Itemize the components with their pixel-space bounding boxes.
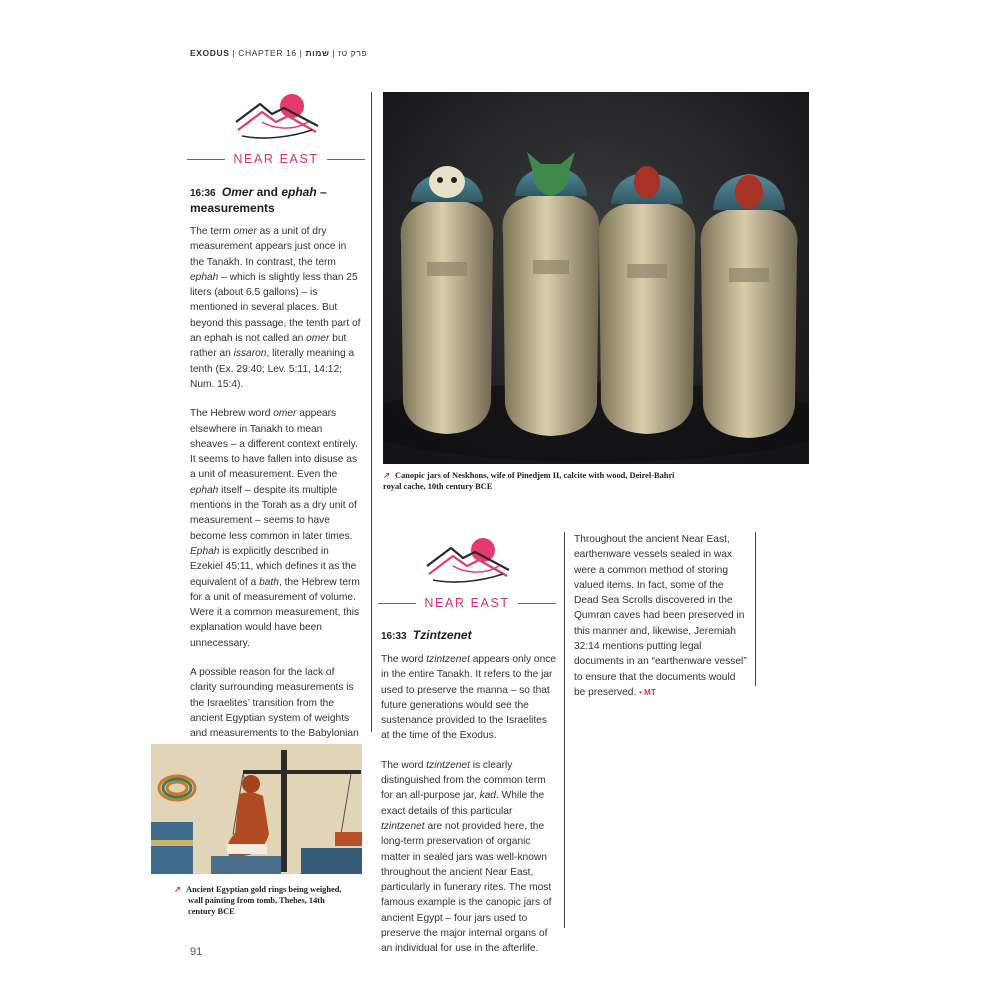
sidebar-right-body <box>574 532 748 714</box>
heading-term: Tzintzenet <box>412 628 472 642</box>
heading-term-2: ephah <box>281 185 317 199</box>
header-chapter: CHAPTER 16 <box>238 48 297 58</box>
header-book: EXODUS <box>190 48 230 58</box>
paragraph-1: The word tzintzenet appears only once in the entire Tanakh. It refers to the jar used to preserve the manna – so that future generations would see the sustenance provided to the Israelites at the time of the Exodus. <box>381 654 556 742</box>
section-label-near-east <box>381 596 553 610</box>
arrow-up-right-icon: ↗ <box>174 885 182 894</box>
paragraph-1: The term omer as a unit of dry measurement appears just once in the Tanakh. In contrast, the term ephah – which is slightly less than 25 liters (about 6.5 gallons) – is mentioned in several places. But beyond this passage, the tenth part of an ephah is not called an omer but rather an issaron, literally meaning a tenth (Ex. 29:40; Lev. 5:11, 14:12; Num. 15:4). <box>190 226 361 390</box>
header-hebrew-chapter: פרק טז <box>338 48 368 58</box>
sidebar-middle-body <box>381 652 557 971</box>
near-east-sun-mountains-icon <box>423 536 513 588</box>
section-label-near-east <box>190 152 362 166</box>
wall-painting-photo <box>151 744 362 874</box>
sidebar-heading <box>381 628 553 644</box>
label-rule-right <box>327 159 365 160</box>
heading-term-1: Omer <box>221 185 254 199</box>
section-label-text: NEAR EAST <box>424 596 510 610</box>
heading-and: and <box>256 185 278 199</box>
column-divider-left <box>371 92 372 732</box>
arrow-up-right-icon: ↗ <box>383 471 391 480</box>
verse-ref: 16:33 <box>381 631 407 642</box>
sidebar-heading <box>190 185 362 216</box>
paragraph-2: The word tzintzenet is clearly distinguished from the common term for an all-purpose jar, kad. While the exact details of this particular tzintzenet are not provided here, the long-term preservation of organic matter in sealed jars was well-known throughout the ancient Near East, particularly in funerary rites. The most famous example is the canopic jars of ancient Egypt – four jars used to preserve the major internal organs of an individual for use in the afterlife. <box>381 759 552 955</box>
label-rule-left <box>378 603 416 604</box>
canopic-jars-photo <box>383 92 809 464</box>
verse-ref: 16:36 <box>190 188 216 199</box>
author-signature: • MT <box>639 687 656 697</box>
label-rule-left <box>187 159 225 160</box>
caption-canopic-jars: ↗ Canopic jars of Neskhons, wife of Pinedjem II, calcite with wood, Deirel-Bahri royal cache, 10th century BCE <box>383 471 675 491</box>
near-east-sun-mountains-icon <box>232 92 322 144</box>
column-divider-right <box>755 532 756 686</box>
label-rule-right <box>518 603 556 604</box>
running-header: EXODUS | CHAPTER 16 | פרק טז | שמות <box>190 48 368 58</box>
section-label-text: NEAR EAST <box>233 152 319 166</box>
caption-wall-painting: ↗ Ancient Egyptian gold rings being weighed, wall painting from tomb, Thebes, 14th century BCE <box>174 885 342 916</box>
paragraph-2: The Hebrew word omer appears elsewhere in Tanakh to mean sheaves – a different context entirely. It seems to have fallen into disuse as a unit of measurement. Even the ephah itself – despite its multiple mentions in the Torah as a dry unit of measurement – seems to have become less common in later times. Ephah is explicitly described in Ezekiel 45:11, which defines it as the equivalent of a bath, the Hebrew term for a unit of measurement of volume. Were it a common measurement, this explanation would have been unnecessary. <box>190 408 360 649</box>
page-number: 91 <box>190 946 203 958</box>
header-hebrew-book: שמות <box>305 48 330 58</box>
heading-rest: – measurements <box>190 185 327 215</box>
paragraph-3: A possible reason for the lack of clarity surrounding measurements is the Israelites’ transition from the ancient Egyptian system of weights and measurements to the Babylonian <box>190 665 362 849</box>
column-divider-middle <box>564 532 565 928</box>
paragraph-1: Throughout the ancient Near East, earthenware vessels sealed in wax were a common method of storing valued items. In fact, some of the Dead Sea Scrolls discovered in the Qumran caves had been preserved in this manner and, likewise, Jeremiah 32:14 mentions putting legal documents in an “earthenware vessel” to ensure that the documents would be preserved. • MT <box>574 534 747 698</box>
